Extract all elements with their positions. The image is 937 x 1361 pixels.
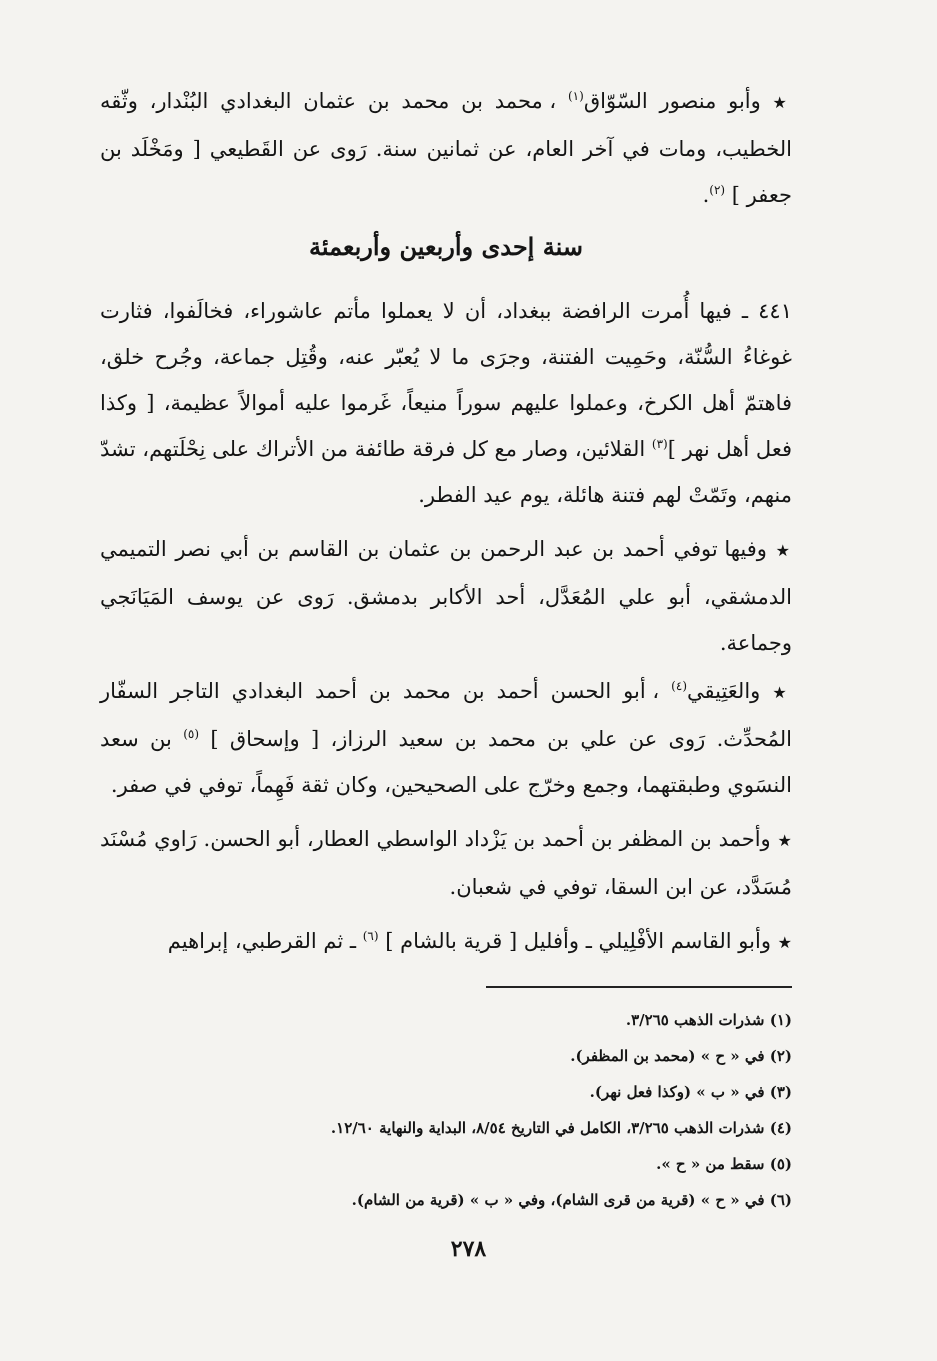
star-marker: ★ <box>777 933 792 952</box>
paragraph-text: ٤٤١ ـ فيها أُمرت الرافضة ببغداد، أن لا يعملوا مأتم عاشوراء، فخالَفوا، فثارت غوغاءُ السُّنّة، وحَمِيت الفتنة، وجرَى ما لا يُعبّر عنه، وقُتِل جماعة، وجُرح خلق، فاهتمّ أهل الكرخ، وعملوا عليهم سوراً منيعاً، غَرموا عليه أموالاً عظيمة، [ وكذا فعل أهل نهر ] <box>100 299 793 461</box>
paragraph-1: ★ وأبو منصور السّوّاق$^{(١)}$ ، محمد بن محمد بن عثمان البغدادي البُنْدار، وثّقه الخطيب، ومات في آخر العام، عن ثمانين سنة. رَوى عن القَطيعي [ ومَخْلَد بن جعفر ] $^{(٢)}$. <box>100 89 792 207</box>
star-marker: ★ <box>775 541 792 560</box>
paragraph-text: ـ ثم القرطبي، إبراهيم <box>167 929 357 953</box>
footnote-6: (٦) في « ح » (قرية من قرى الشام)، وفي « ب » (قرية من الشام). <box>351 1191 792 1209</box>
paragraph-text: ، محمد بن محمد بن عثمان البغدادي البُنْدار، وثّقه الخطيب، ومات في آخر العام، عن ثمانين سنة. رَوى عن القَطيعي [ ومَخْلَد بن جعفر ] <box>100 89 792 207</box>
page-number: ٢٧٨ <box>450 1236 487 1262</box>
star-marker: ★ <box>777 831 792 850</box>
footnote-ref-5: (٥) <box>183 727 200 741</box>
footnote-ref-2: (٢) <box>709 183 726 197</box>
footnote-5: (٥) سقط من « ح ». <box>656 1155 792 1173</box>
paragraph-ahmad-tamimi <box>100 526 792 666</box>
paragraph-atiqi <box>100 668 792 808</box>
paragraph-text: والعَتِيقي <box>687 679 761 703</box>
footnote-ref-1: (١) <box>567 89 584 103</box>
paragraph-aflili <box>100 918 792 966</box>
paragraph-text: وأحمد بن المظفر بن أحمد بن يَزْداد الواسطي العطار، أبو الحسن. رَاوي مُسْنَد مُسَدَّد، عن ابن السقا، توفي في شعبان. <box>100 827 792 899</box>
paragraph-wasiti <box>100 816 792 910</box>
footnotes <box>100 1002 792 1218</box>
footnote-ref-4: (٤) <box>671 679 687 693</box>
paragraph-text: وفيها توفي أحمد بن عبد الرحمن بن عثمان بن القاسم بن أبي نصر التميمي الدمشقي، أبو علي المُعَدَّل، أحد الأكابر بدمشق. رَوى عن يوسف المَيَانَجي وجماعة. <box>100 537 792 655</box>
year-heading: سنة إحدى وأربعين وأربعمئة <box>309 232 583 261</box>
footnote-2: (٢) في « ح » (محمد بن المظفر). <box>570 1047 792 1065</box>
paragraph-text: القلائين، وصار مع كل فرقة طائفة من الأتراك على نِحْلَتهم، تشدّ منهم، وتَمّتْ لهم فتنة هائلة، يوم عيد الفطر. <box>100 437 792 507</box>
footnote-ref-6: (٦) <box>362 929 379 943</box>
star-marker: ★ <box>772 683 793 702</box>
footnote-3: (٣) في « ب » (وكذا فعل نهر). <box>589 1083 792 1101</box>
footnote-1: (١) شذرات الذهب ٣/٢٦٥. <box>625 1011 792 1029</box>
paragraph-text: بن سعد النسَوي وطبقتهما، وجمع وخرّج على الصحيحين، وكان ثقة فَهِماً، توفي في صفر. <box>100 727 792 797</box>
star-marker: ★ <box>772 93 792 112</box>
paragraph-text: وأبو منصور السّوّاق <box>583 89 761 113</box>
paragraph-441 <box>100 288 792 518</box>
footnote-ref-3: (٣) <box>651 437 668 451</box>
paragraph-text: وأبو القاسم الأفْلِيلي ـ وأفليل [ قرية بالشام ] <box>385 929 771 953</box>
footnote-4: (٤) شذرات الذهب ٣/٢٦٥، الكامل في التاريخ ٨/٥٤، البداية والنهاية ١٢/٦٠. <box>330 1119 792 1137</box>
footnote-separator <box>486 986 792 988</box>
paragraph-text: ، أبو الحسن أحمد بن محمد بن أحمد البغدادي التاجر السفّار المُحدِّث. رَوى عن علي بن محمد بن سعيد الرزاز، [ وإسحاق ] <box>100 679 792 751</box>
